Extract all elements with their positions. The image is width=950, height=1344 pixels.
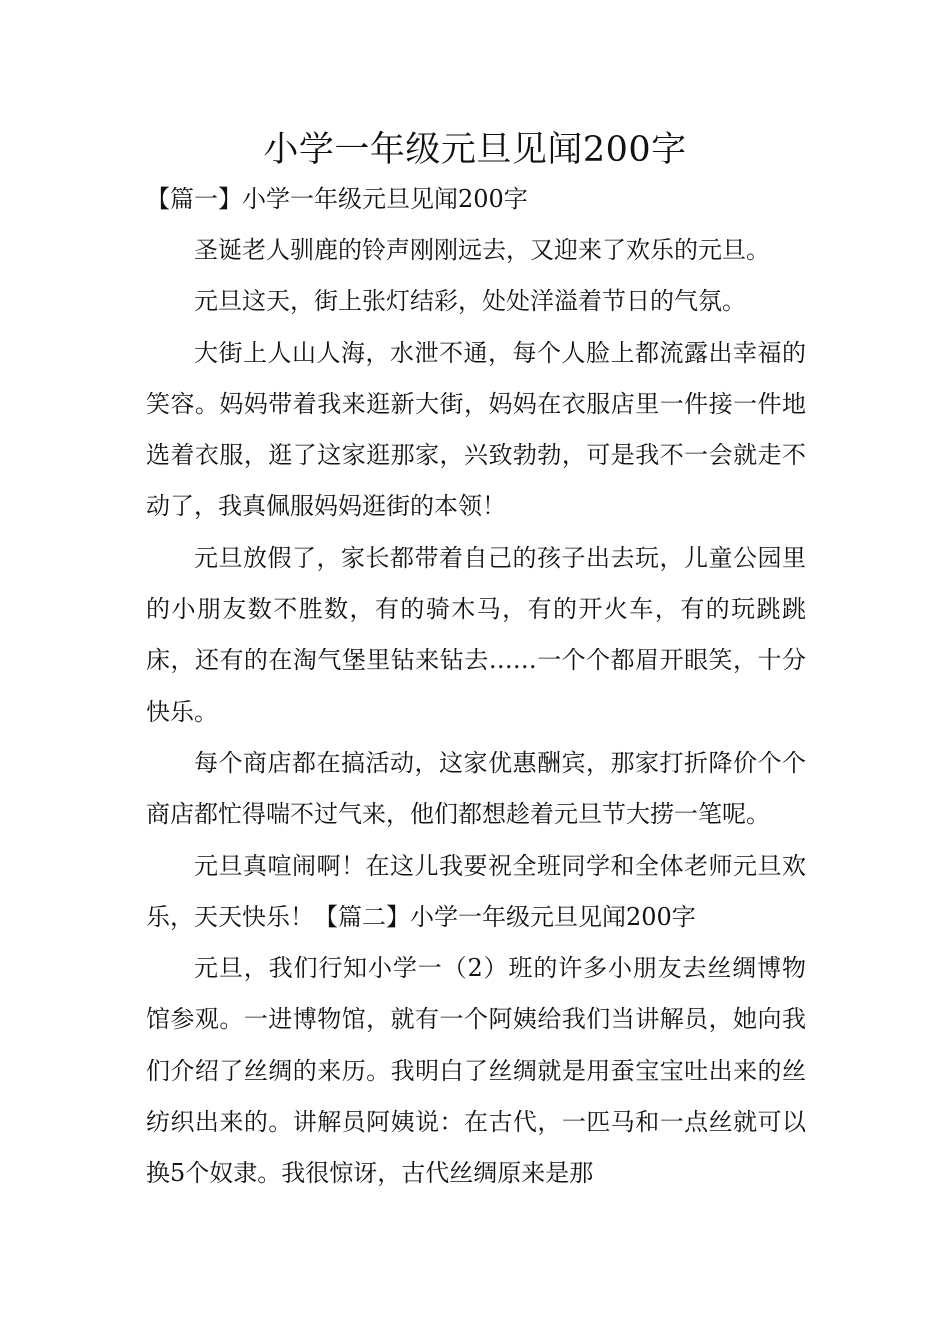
paragraph: 元旦这天，街上张灯结彩，处处洋溢着节日的气氛。 [194,287,746,316]
paragraph: 大街上人山人海，水泄不通，每个人脸上都流露出幸福的笑容。妈妈带着我来逛新大街，妈妈在衣服店里一件接一件地选着衣服，逛了这家逛那家，兴致勃勃，可是我不一会就走不动了，我真佩服妈妈逛街的本领！ [146,338,806,521]
document-title: 小学一年级元旦见闻200字 [263,130,687,170]
paragraph: 每个商店都在搞活动，这家优惠酬宾，那家打折降价个个商店都忙得喘不过气来，他们都想趁着元旦节大捞一笔呢。 [146,748,806,829]
section-heading: 【篇一】小学一年级元旦见闻200字 [146,185,528,213]
paragraph: 圣诞老人驯鹿的铃声刚刚远去，又迎来了欢乐的元旦。 [194,236,770,264]
paragraph: 元旦真喧闹啊！在这儿我要祝全班同学和全体老师元旦欢乐，天天快乐！【篇二】小学一年级元旦见闻200字 [146,851,806,931]
paragraph: 元旦放假了，家长都带着自己的孩子出去玩，儿童公园里的小朋友数不胜数，有的骑木马，有的开火车，有的玩跳跳床，还有的在淘气堡里钻来钻去……一个个都眉开眼笑，十分快乐。 [146,543,806,726]
paragraph: 元旦，我们行知小学一（2）班的许多小朋友去丝绸博物馆参观。一进博物馆，就有一个阿姨给我们当讲解员，她向我们介绍了丝绸的来历。我明白了丝绸就是用蚕宝宝吐出来的丝纺织出来的。讲解员阿姨说：在古代，一匹马和一点丝就可以换5个奴隶。我很惊讶，古代丝绸原来是那 [146,954,806,1188]
document-body [146,225,806,1200]
